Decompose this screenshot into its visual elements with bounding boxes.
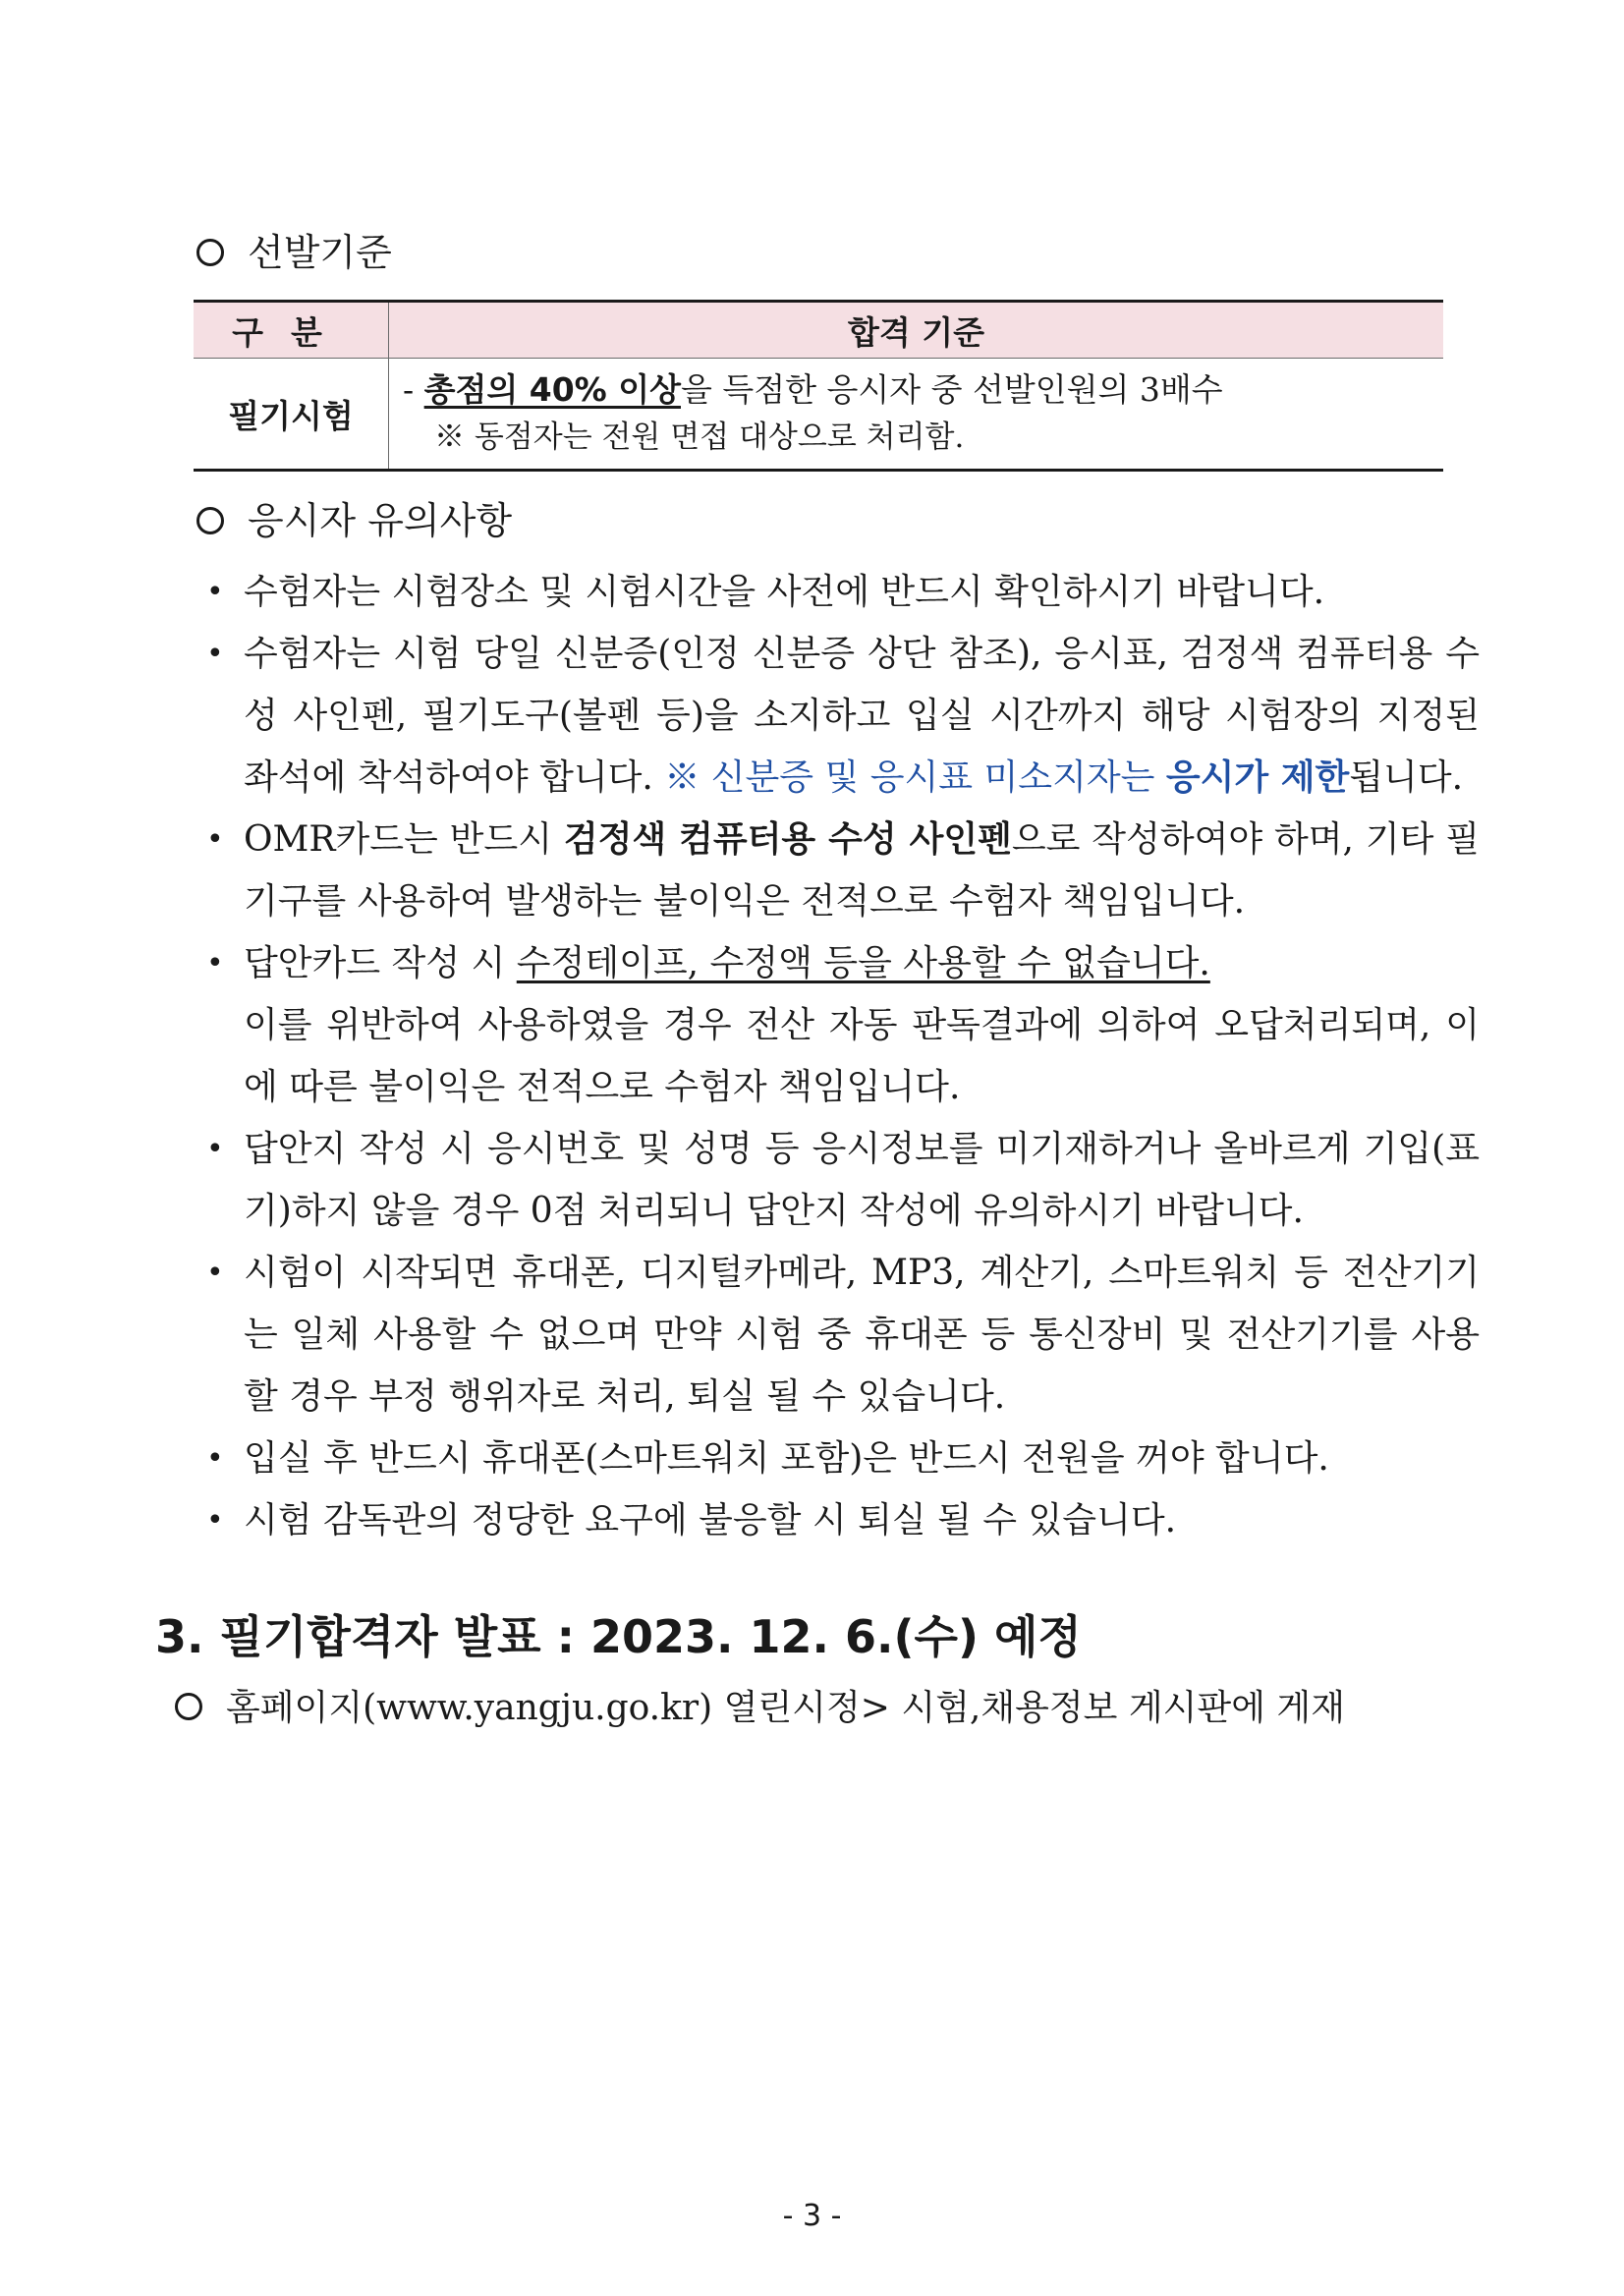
selection-criteria-table <box>194 300 1443 472</box>
id-warning: ※ 신분증 및 응시표 미소지자는 <box>664 757 1166 798</box>
criteria-line: - 총점의 40% 이상을 득점한 응시자 중 선발인원의 3배수 <box>403 370 1223 409</box>
header-criteria: 합격 기준 <box>389 302 1444 359</box>
table-row <box>194 359 1443 471</box>
hollow-circle-icon <box>196 507 224 534</box>
page-number: - 3 - <box>782 2199 842 2233</box>
row-category: 필기시험 <box>194 359 389 471</box>
list-item: • 답안카드 작성 시 수정테이프, 수정액 등을 사용할 수 없습니다. 이를 위반하여 사용하였을 경우 전산 자동 판독결과에 의하여 오답처리되며, 이에 따른 불이익은 전적으로 수험자 책임입니다. <box>206 932 1480 1118</box>
list-item: • 시험 감독관의 정당한 요구에 불응할 시 퇴실 될 수 있습니다. <box>206 1489 1480 1551</box>
list-item: • 입실 후 반드시 휴대폰(스마트워치 포함)은 반드시 전원을 꺼야 합니다. <box>206 1428 1480 1489</box>
header-category: 구분 <box>194 302 389 359</box>
list-item: • 수험자는 시험장소 및 시험시간을 사전에 반드시 확인하시기 바랍니다. <box>206 561 1480 623</box>
notices-heading: 응시자 유의사항 <box>196 496 512 545</box>
list-item: • 수험자는 시험 당일 신분증(인정 신분증 상단 참조), 응시표, 검정색 컴퓨터용 수성 사인펜, 필기도구(볼펜 등)을 소지하고 입실 시간까지 해당 시험장의 지정된 좌석에 착석하여야 합니다. ※ 신분증 및 응시표 미소지자는 응시가 제한됩니다. <box>206 623 1480 809</box>
criteria-note: ※ 동점자는 전원 면접 대상으로 처리함. <box>434 420 965 455</box>
list-item: • 답안지 작성 시 응시번호 및 성명 등 응시정보를 미기재하거나 올바르게 기입(표기)하지 않을 경우 0점 처리되니 답안지 작성에 유의하시기 바랍니다. <box>206 1118 1480 1242</box>
row-criteria <box>389 359 1444 471</box>
criteria-highlight: 총점의 40% 이상 <box>423 370 681 409</box>
pen-emphasis: 검정색 컴퓨터용 수성 사인펜 <box>563 819 1012 860</box>
notices-list <box>206 561 1480 1551</box>
correction-prohibition: 수정테이프, 수정액 등을 사용할 수 없습니다. <box>516 943 1210 983</box>
hollow-circle-icon <box>196 239 224 266</box>
table-header-row <box>194 302 1443 359</box>
list-item: • OMR카드는 반드시 검정색 컴퓨터용 수성 사인펜으로 작성하여야 하며, 기타 필기구를 사용하여 발생하는 불이익은 전적으로 수험자 책임입니다. <box>206 809 1480 932</box>
list-item: • 시험이 시작되면 휴대폰, 디지털카메라, MP3, 계산기, 스마트워치 등 전산기기는 일체 사용할 수 없으며 만약 시험 중 휴대폰 등 통신장비 및 전산기기를 사용할 경우 부정 행위자로 처리, 퇴실 될 수 있습니다. <box>206 1242 1480 1428</box>
homepage-notice: 홈페이지(www.yangju.go.kr) 열린시정> 시험,채용정보 게시판에 게재 <box>175 1684 1345 1733</box>
hollow-circle-icon <box>175 1693 202 1720</box>
selection-heading: 선발기준 <box>196 228 392 277</box>
section-3-title: 3. 필기합격자 발표 : 2023. 12. 6.(수) 예정 <box>155 1610 1082 1663</box>
id-warning-emphasis: 응시가 제한 <box>1165 757 1350 798</box>
